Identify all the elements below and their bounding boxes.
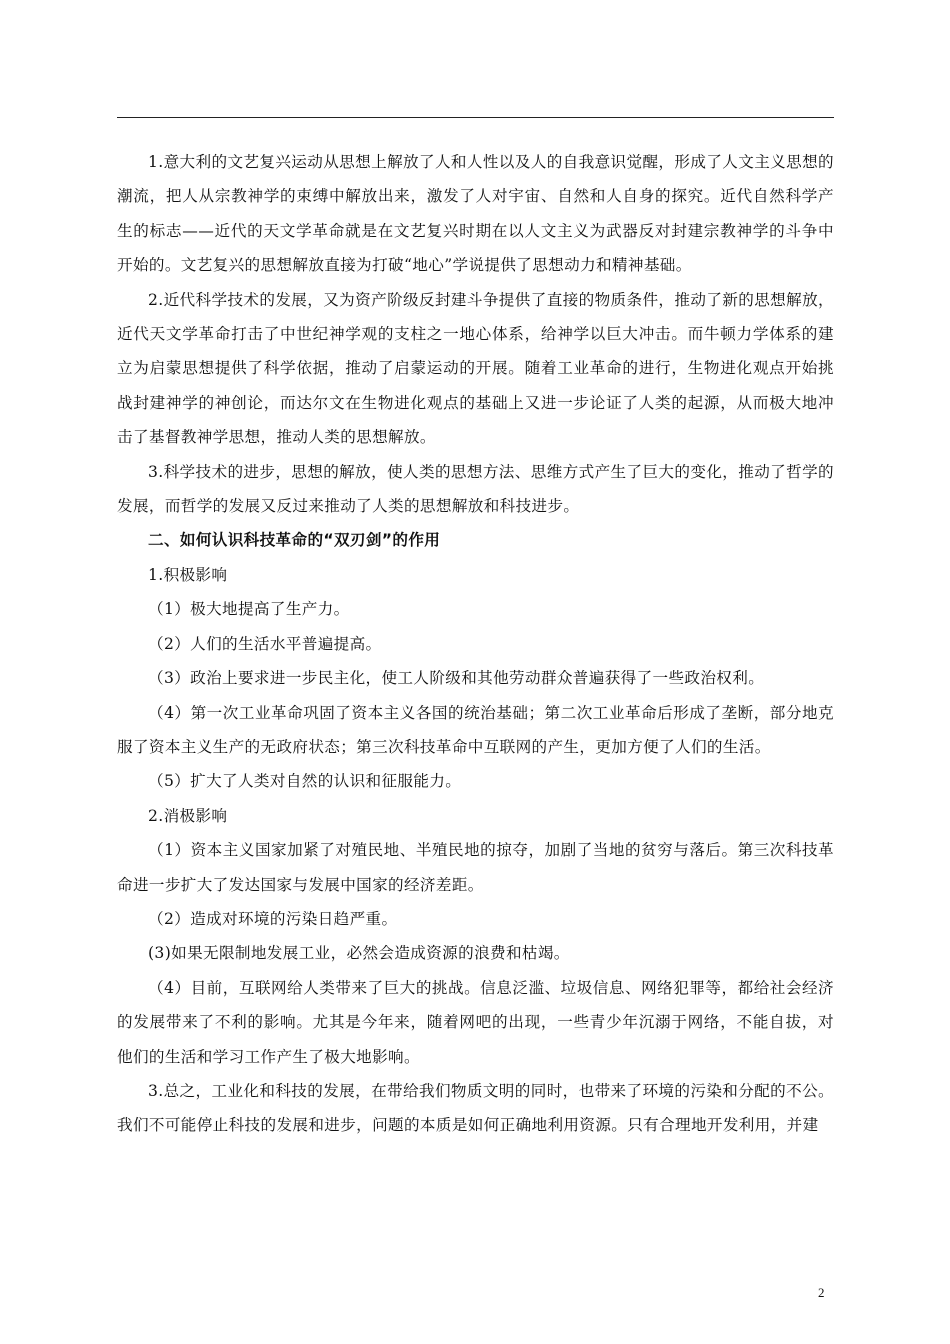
subheading-positive: 1.积极影响: [148, 565, 228, 584]
list-item: （1）极大地提高了生产力。: [148, 600, 350, 619]
section-heading: 二、如何认识科技革命的“双刃剑”的作用: [148, 531, 441, 550]
paragraph-1: 1.意大利的文艺复兴运动从思想上解放了人和人性以及人的自我意识觉醒，形成了人文主义思想的潮流，把人从宗教神学的束缚中解放出来，激发了人对宇宙、自然和人自身的探究。近代自然科学产生的标志——近代的天文学革命就是在文艺复兴时期在以人文主义为武器反对封建宗教神学的斗争中开始的。文艺复兴的思想解放直接为打破“地心”学说提供了思想动力和精神基础。: [117, 153, 834, 275]
paragraph-2: 2.近代科学技术的发展，又为资产阶级反封建斗争提供了直接的物质条件，推动了新的思想解放，近代天文学革命打击了中世纪神学观的支柱之一地心体系，给神学以巨大冲击。而牛顿力学体系的建立为启蒙思想提供了科学依据，推动了启蒙运动的开展。随着工业革命的进行，生物进化观点开始挑战封建神学的神创论，而达尔文在生物进化观点的基础上又进一步论证了人类的起源，从而极大地冲击了基督教神学思想，推动人类的思想解放。: [117, 290, 834, 447]
list-item: (3)如果无限制地发展工业，必然会造成资源的浪费和枯竭。: [148, 944, 570, 963]
page-number: 2: [818, 1285, 825, 1300]
list-item: （2）造成对环境的污染日趋严重。: [148, 909, 398, 928]
list-item: （1）资本主义国家加紧了对殖民地、半殖民地的掠夺，加剧了当地的贫穷与落后。第三次科技革命进一步扩大了发达国家与发展中国家的经济差距。: [117, 841, 834, 894]
list-item: （4）第一次工业革命巩固了资本主义各国的统治基础；第二次工业革命后形成了垄断，部分地克服了资本主义生产的无政府状态；第三次科技革命中互联网的产生，更加方便了人们的生活。: [117, 703, 834, 756]
paragraph-3: 3.科学技术的进步，思想的解放，使人类的思想方法、思维方式产生了巨大的变化，推动了哲学的发展，而哲学的发展又反过来推动了人类的思想解放和科技进步。: [117, 462, 834, 516]
subheading-negative: 2.消极影响: [148, 806, 228, 825]
conclusion-paragraph: 3.总之，工业化和科技的发展，在带给我们物质文明的同时，也带来了环境的污染和分配的不公。我们不可能停止科技的发展和进步，问题的本质是如何正确地利用资源。只有合理地开发利用，并建: [117, 1081, 834, 1135]
list-item: （5）扩大了人类对自然的认识和征服能力。: [148, 772, 462, 791]
list-item: （2）人们的生活水平普遍提高。: [148, 634, 382, 653]
list-item: （4）目前，互联网给人类带来了巨大的挑战。信息泛滥、垃圾信息、网络犯罪等，都给社会经济的发展带来了不利的影响。尤其是今年来，随着网吧的出现，一些青少年沉溺于网络，不能自拔，对他们的生活和学习工作产生了极大地影响。: [117, 978, 834, 1066]
header-rule: [117, 117, 834, 118]
document-body: [117, 145, 834, 1143]
list-item: （3）政治上要求进一步民主化，使工人阶级和其他劳动群众普遍获得了一些政治权利。: [148, 669, 765, 688]
